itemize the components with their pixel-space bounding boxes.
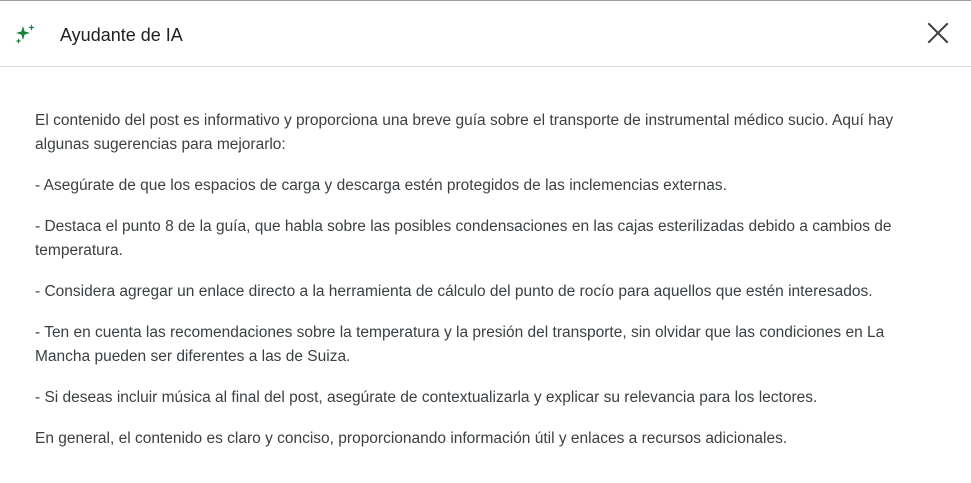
suggestion-item: - Si deseas incluir música al final del post, asegúrate de contextualizarla y explicar su relevancia para los lectores. — [35, 389, 818, 406]
suggestion-item: - Considera agregar un enlace directo a la herramienta de cálculo del punto de rocío para aquellos que estén interesados. — [35, 283, 873, 300]
assistant-response — [35, 109, 935, 468]
response-conclusion: En general, el contenido es claro y conciso, proporcionando información útil y enlaces a recursos adicionales. — [35, 430, 788, 447]
close-icon — [927, 22, 949, 49]
panel-header — [0, 1, 971, 67]
panel-title: Ayudante de IA — [60, 25, 183, 45]
response-paragraph: El contenido del post es informativo y proporciona una breve guía sobre el transporte de instrumental médico sucio. Aquí hay algunas sugerencias para mejorarlo: — [35, 112, 894, 153]
close-button[interactable] — [924, 21, 952, 49]
suggestion-item: - Ten en cuenta las recomendaciones sobre la temperatura y la presión del transporte, sin olvidar que las condiciones en La Mancha pueden ser diferentes a las de Suiza. — [35, 324, 885, 365]
suggestion-item: - Destaca el punto 8 de la guía, que habla sobre las posibles condensaciones en las cajas esterilizadas debido a cambios de temperatura. — [35, 218, 892, 259]
sparkle-icon — [13, 23, 37, 47]
suggestion-item: - Asegúrate de que los espacios de carga y descarga estén protegidos de las inclemencias externas. — [35, 177, 727, 194]
